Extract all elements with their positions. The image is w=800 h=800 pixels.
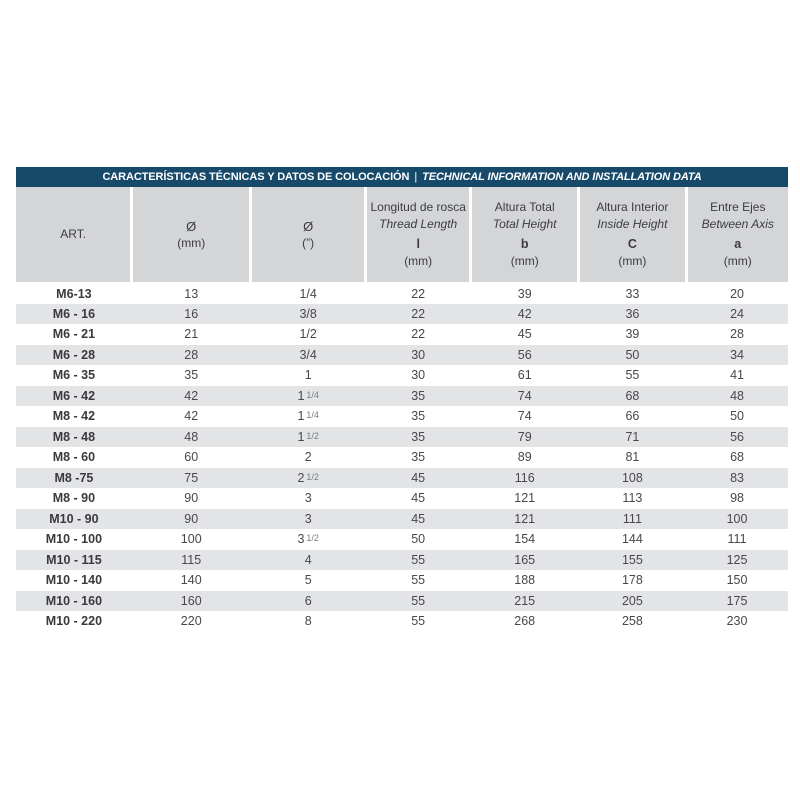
cell-diameter-mm: 90 [132,488,251,509]
table-row [16,468,788,489]
cell-thread-length: 22 [366,304,471,325]
cell-inside-height: 33 [579,283,686,304]
table-row [16,427,788,448]
cell-diameter-inch [251,447,366,468]
cell-art: M10 - 115 [16,550,132,571]
inch-whole: 6 [304,593,312,608]
cell-diameter-mm: 35 [132,365,251,386]
cell-thread-length: 45 [366,468,471,489]
cell-art: M10 - 140 [16,570,132,591]
cell-between-axis: 34 [686,345,788,366]
cell-thread-length: 30 [366,345,471,366]
cell-diameter-inch [251,591,366,612]
cell-total-height: 188 [471,570,579,591]
cell-inside-height: 55 [579,365,686,386]
column-unit: (mm) [510,254,539,268]
table-row [16,529,788,550]
cell-diameter-mm: 48 [132,427,251,448]
cell-total-height: 42 [471,304,579,325]
column-letter: b [520,237,529,251]
cell-art: M8 - 60 [16,447,132,468]
inch-whole: 1 [297,388,305,403]
cell-inside-height: 144 [579,529,686,550]
cell-between-axis: 100 [686,509,788,530]
inch-whole: 3/4 [299,347,317,362]
column-header-between-axis [686,187,788,283]
cell-diameter-mm: 28 [132,345,251,366]
inch-whole: 1 [297,429,305,444]
inch-fraction: 1/2 [306,430,319,441]
cell-thread-length: 50 [366,529,471,550]
cell-art: M6-13 [16,283,132,304]
cell-diameter-mm: 13 [132,283,251,304]
column-header-total-height [471,187,579,283]
cell-thread-length: 55 [366,591,471,612]
cell-between-axis: 28 [686,324,788,345]
inch-whole: 5 [304,573,312,588]
cell-diameter-inch [251,406,366,427]
cell-total-height: 79 [471,427,579,448]
cell-diameter-mm: 90 [132,509,251,530]
cell-inside-height: 108 [579,468,686,489]
column-header-art [16,187,132,283]
cell-inside-height: 66 [579,406,686,427]
cell-thread-length: 22 [366,324,471,345]
column-unit: (”) [302,235,315,250]
column-letter: l [416,237,420,251]
column-letter: a [734,237,742,251]
cell-diameter-inch [251,324,366,345]
inch-fraction: 1/2 [306,533,319,544]
cell-between-axis: 175 [686,591,788,612]
inch-whole: 3 [304,491,312,506]
cell-diameter-mm: 16 [132,304,251,325]
column-letter: C [627,237,637,251]
cell-between-axis: 98 [686,488,788,509]
cell-inside-height: 68 [579,386,686,407]
cell-diameter-mm: 60 [132,447,251,468]
cell-diameter-inch [251,304,366,325]
cell-total-height: 74 [471,386,579,407]
cell-inside-height: 50 [579,345,686,366]
cell-inside-height: 111 [579,509,686,530]
cell-diameter-inch [251,570,366,591]
inch-whole: 3/8 [299,306,317,321]
cell-art: M6 - 21 [16,324,132,345]
cell-between-axis: 50 [686,406,788,427]
cell-inside-height: 258 [579,611,686,632]
table-row [16,488,788,509]
cell-thread-length: 35 [366,406,471,427]
cell-total-height: 45 [471,324,579,345]
table-row [16,324,788,345]
column-label-en: Total Height [492,217,557,231]
cell-total-height: 215 [471,591,579,612]
cell-art: M10 - 100 [16,529,132,550]
column-label-es: Longitud de rosca [370,200,466,214]
cell-thread-length: 55 [366,550,471,571]
cell-diameter-inch [251,283,366,304]
inch-whole: 1/4 [299,286,317,301]
cell-total-height: 121 [471,488,579,509]
cell-art: M6 - 16 [16,304,132,325]
cell-inside-height: 113 [579,488,686,509]
column-unit: (mm) [618,254,647,268]
cell-diameter-mm: 115 [132,550,251,571]
cell-diameter-inch [251,611,366,632]
cell-thread-length: 55 [366,611,471,632]
inch-whole: 2 [304,450,312,465]
table-row [16,591,788,612]
table-title-es: CARACTERÍSTICAS TÉCNICAS Y DATOS DE COLOCACIÓN [102,171,410,183]
cell-diameter-inch [251,365,366,386]
cell-diameter-mm: 160 [132,591,251,612]
cell-between-axis: 48 [686,386,788,407]
cell-diameter-mm: 42 [132,406,251,427]
cell-diameter-inch [251,386,366,407]
inch-whole: 8 [304,614,312,629]
cell-between-axis: 230 [686,611,788,632]
table-row [16,304,788,325]
table-row [16,550,788,571]
inch-whole: 2 [297,470,305,485]
inch-fraction: 1/2 [306,471,319,482]
inch-whole: 3 [304,511,312,526]
column-header-diameter-inch [251,187,366,283]
cell-art: M8 - 90 [16,488,132,509]
table-body [16,283,788,632]
cell-thread-length: 45 [366,509,471,530]
spec-table [16,187,788,632]
inch-whole: 1/2 [299,327,317,342]
cell-diameter-inch [251,427,366,448]
table-row [16,447,788,468]
cell-diameter-inch [251,488,366,509]
table-title-bar [16,167,788,187]
cell-diameter-mm: 140 [132,570,251,591]
cell-thread-length: 55 [366,570,471,591]
column-header-inside-height [579,187,686,283]
cell-diameter-mm: 21 [132,324,251,345]
cell-diameter-inch [251,509,366,530]
cell-between-axis: 56 [686,427,788,448]
inch-whole: 4 [304,552,312,567]
cell-art: M6 - 42 [16,386,132,407]
table-row [16,406,788,427]
cell-inside-height: 39 [579,324,686,345]
column-unit: (mm) [404,254,433,268]
cell-diameter-inch [251,529,366,550]
cell-total-height: 39 [471,283,579,304]
cell-art: M8 - 48 [16,427,132,448]
cell-thread-length: 35 [366,427,471,448]
cell-total-height: 74 [471,406,579,427]
column-label-es: Altura Interior [596,200,669,214]
diameter-symbol: Ø [186,218,197,234]
cell-inside-height: 36 [579,304,686,325]
cell-total-height: 89 [471,447,579,468]
cell-diameter-mm: 75 [132,468,251,489]
table-row [16,283,788,304]
cell-thread-length: 45 [366,488,471,509]
cell-diameter-mm: 100 [132,529,251,550]
column-label-es: Entre Ejes [710,200,766,214]
table-row [16,509,788,530]
table-row [16,365,788,386]
cell-thread-length: 22 [366,283,471,304]
cell-art: M10 - 220 [16,611,132,632]
column-label: ART. [60,227,87,241]
cell-art: M6 - 35 [16,365,132,386]
column-label-en: Thread Length [379,217,458,231]
cell-between-axis: 68 [686,447,788,468]
cell-total-height: 165 [471,550,579,571]
table-row [16,611,788,632]
cell-thread-length: 35 [366,386,471,407]
column-header-diameter-mm [132,187,251,283]
cell-total-height: 121 [471,509,579,530]
inch-fraction: 1/4 [306,389,319,400]
cell-diameter-inch [251,550,366,571]
cell-inside-height: 81 [579,447,686,468]
column-label-en: Between Axis [701,217,774,231]
cell-total-height: 56 [471,345,579,366]
column-header-thread-length [366,187,471,283]
cell-diameter-inch [251,345,366,366]
cell-between-axis: 111 [686,529,788,550]
inch-fraction: 1/4 [306,410,319,421]
cell-between-axis: 150 [686,570,788,591]
table-row [16,345,788,366]
inch-whole: 1 [297,409,305,424]
column-unit: (mm) [723,254,752,268]
cell-total-height: 268 [471,611,579,632]
cell-art: M8 - 42 [16,406,132,427]
column-label-es: Altura Total [494,200,555,214]
cell-diameter-mm: 220 [132,611,251,632]
cell-inside-height: 71 [579,427,686,448]
table-row [16,386,788,407]
cell-thread-length: 35 [366,447,471,468]
cell-inside-height: 205 [579,591,686,612]
cell-total-height: 116 [471,468,579,489]
inch-whole: 3 [297,532,305,547]
cell-total-height: 61 [471,365,579,386]
cell-total-height: 154 [471,529,579,550]
cell-inside-height: 155 [579,550,686,571]
table-row [16,570,788,591]
table-header [16,187,788,283]
cell-between-axis: 24 [686,304,788,325]
cell-art: M8 -75 [16,468,132,489]
cell-inside-height: 178 [579,570,686,591]
cell-art: M6 - 28 [16,345,132,366]
diameter-symbol: Ø [303,218,314,234]
column-unit: (mm) [177,235,206,250]
cell-diameter-inch [251,468,366,489]
cell-diameter-mm: 42 [132,386,251,407]
inch-whole: 1 [304,368,312,383]
spec-table-section [16,167,788,632]
cell-between-axis: 41 [686,365,788,386]
cell-between-axis: 83 [686,468,788,489]
column-label-en: Inside Height [597,217,668,231]
cell-art: M10 - 160 [16,591,132,612]
cell-between-axis: 20 [686,283,788,304]
cell-thread-length: 30 [366,365,471,386]
cell-between-axis: 125 [686,550,788,571]
cell-art: M10 - 90 [16,509,132,530]
table-title-en: TECHNICAL INFORMATION AND INSTALLATION DATA [422,171,702,183]
table-title-separator: | [414,171,418,183]
